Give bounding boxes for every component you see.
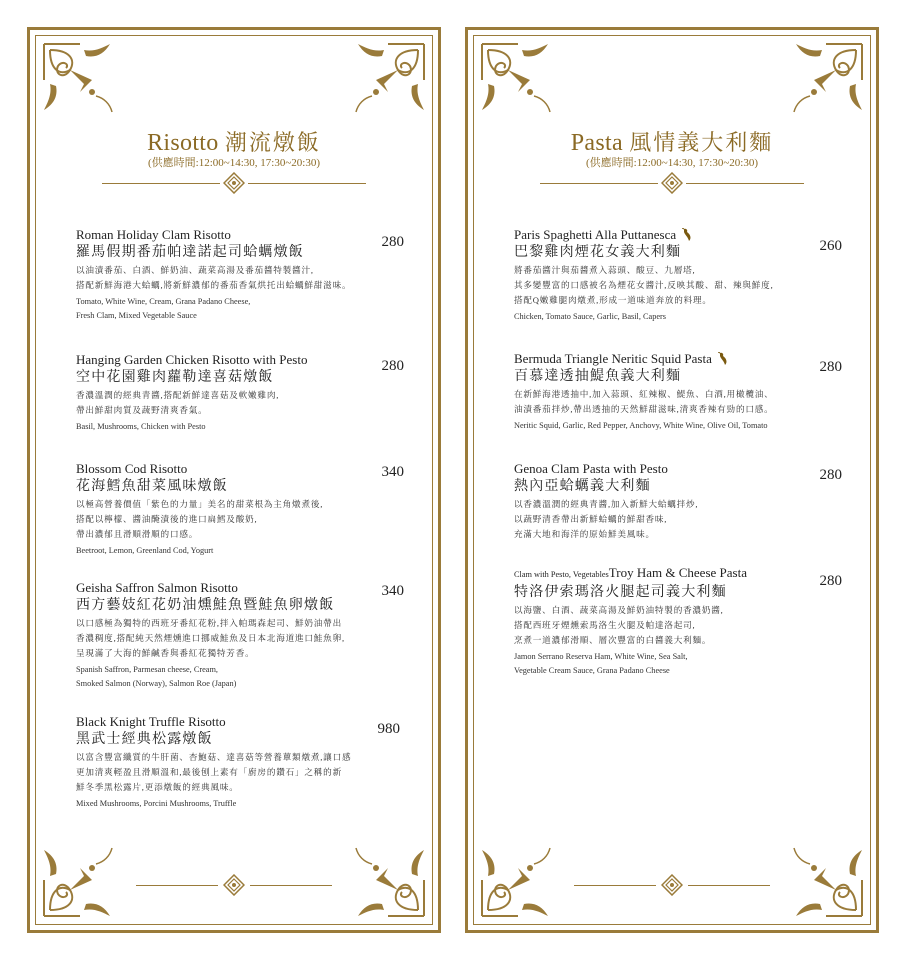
item-name-en: Hanging Garden Chicken Risotto with Pesto bbox=[76, 352, 308, 367]
item-name-zh: 熱內亞蛤蠣義大利麵 bbox=[514, 479, 651, 494]
section-title-zh: 風情義大利麵 bbox=[629, 130, 774, 155]
item-name-en: Troy Ham & Cheese Pasta bbox=[608, 565, 747, 580]
corner-ornament-icon bbox=[348, 40, 428, 120]
diamond-ornament-icon bbox=[661, 172, 683, 194]
item-description: 以海鹽、白酒、蔬菜高湯及鮮奶油特製的香濃奶醬, 搭配西班牙煙燻索馬洛生火腿及帕達洛起司, 烹煮一道濃郁滑順、層次豐富的白醬義大利麵。 bbox=[514, 605, 724, 645]
title-divider bbox=[468, 172, 876, 194]
bottom-divider bbox=[468, 874, 876, 896]
chili-pepper-icon bbox=[718, 352, 728, 365]
item-ingredients: Beetroot, Lemon, Greenland Cod, Yogurt bbox=[76, 546, 214, 555]
service-hours: (供應時間:12:00~14:30, 17:30~20:30) bbox=[585, 157, 758, 169]
menu-item bbox=[514, 227, 814, 324]
item-ingredients: Basil, Mushrooms, Chicken with Pesto bbox=[76, 422, 206, 431]
item-description: 香濃溫潤的經典青醬,搭配新鮮達喜菇及軟嫩雞肉, 帶出鮮甜肉質及蔬野清爽香氣。 bbox=[76, 390, 280, 415]
item-name-en: Genoa Clam Pasta with Pesto bbox=[514, 461, 668, 476]
title-divider bbox=[30, 172, 438, 194]
item-name-en: Blossom Cod Risotto bbox=[76, 461, 188, 476]
item-description: 以油漬番茄、白酒、鮮奶油、蔬菜高湯及番茄醬特製醬汁, 搭配新鮮海港大蛤蠣,將新鮮濃郁的番茄香氣烘托出蛤蠣鮮甜滋味。 bbox=[76, 265, 352, 290]
menu-item bbox=[76, 461, 376, 558]
menu-item bbox=[76, 580, 376, 691]
menu-item bbox=[514, 565, 814, 678]
service-hours: (供應時間:12:00~14:30, 17:30~20:30) bbox=[147, 157, 320, 169]
corner-ornament-icon bbox=[40, 40, 120, 120]
item-price: 280 bbox=[381, 234, 404, 250]
item-description: 以香濃溫潤的經典青醬,加入新鮮大蛤蠣拌炒, 以蔬野清香帶出新鮮蛤蠣的鮮甜香味, 充滿大地和海洋的原始鮮美風味。 bbox=[514, 499, 699, 539]
chili-pepper-icon bbox=[682, 228, 692, 241]
section-title bbox=[30, 126, 438, 157]
item-name-prefix: Clam with Pesto, Vegetables bbox=[514, 570, 609, 579]
item-name-zh: 空中花園雞肉蘿勒達喜菇燉飯 bbox=[76, 370, 274, 385]
corner-ornament-icon bbox=[786, 40, 866, 120]
item-description: 以口感極為獨特的西班牙番紅花粉,拌入帕瑪森起司、鮮奶油帶出 香濃稠度,搭配純天然煙燻進口挪威鮭魚及日本北海道進口鮭魚卵, 呈現滿了大海的鮮鹹香與番紅花獨特芳香。 bbox=[76, 618, 345, 658]
menu-item bbox=[514, 351, 814, 433]
item-name-zh: 西方藝妓紅花奶油燻鮭魚暨鮭魚卵燉飯 bbox=[76, 598, 335, 613]
item-name-zh: 巴黎雞肉煙花女義大利麵 bbox=[514, 245, 682, 260]
item-name-en: Paris Spaghetti Alla Puttanesca bbox=[514, 227, 677, 242]
section-title-en: Risotto bbox=[147, 130, 219, 156]
item-name-en: Black Knight Truffle Risotto bbox=[76, 714, 226, 729]
diamond-ornament-icon bbox=[661, 874, 683, 896]
menu-item bbox=[76, 227, 376, 323]
item-description: 將番茄醬汁與茄醬煮入蒜頭、酸豆、九層塔, 其多變豐富的口感被名為煙花女醬汁,反映其酸、甜、辣與鮮度, 搭配Q嫩雞腿肉燉煮,形成一道味道奔放的料理。 bbox=[514, 265, 774, 305]
item-price: 340 bbox=[381, 464, 404, 480]
item-description: 以極高營養價值「紫色的力量」美名的甜菜根為主角燉煮後, 搭配以檸檬、醬油醃漬後的進口扁鱈及酸奶, 帶出濃郁且滑順滑順的口感。 bbox=[76, 499, 324, 539]
item-name-zh: 羅馬假期番茄帕達諾起司蛤蠣燉飯 bbox=[76, 245, 304, 260]
item-price: 260 bbox=[819, 238, 842, 254]
item-ingredients: Tomato, White Wine, Cream, Grana Padano Cheese, Fresh Clam, Mixed Vegetable Sauce bbox=[76, 297, 251, 320]
item-price: 280 bbox=[381, 358, 404, 374]
item-name-zh: 百慕達透抽鯷魚義大利麵 bbox=[514, 369, 682, 384]
item-price: 340 bbox=[381, 583, 404, 599]
item-description: 以富含豐富纖質的牛肝菌、杏鮑菇、達喜菇等營養蕈類燉煮,讓口感 更加清爽輕盈且滑順溫和,最後刨上素有「廚房的鑽石」之稱的新 鮮冬季黑松露片,更添燉飯的經典風味。 bbox=[76, 752, 352, 792]
item-name-en: Roman Holiday Clam Risotto bbox=[76, 227, 231, 242]
menu-item bbox=[76, 352, 376, 434]
menu-item bbox=[76, 714, 376, 811]
item-name-en: Geisha Saffron Salmon Risotto bbox=[76, 580, 238, 595]
item-description: 在新鮮海港透抽中,加入蒜頭、紅辣椒、鯷魚、白酒,用橄欖油、 油漬番茄拌炒,帶出透抽的天然鮮甜滋味,清爽香辣有勁的口感。 bbox=[514, 389, 774, 414]
item-price: 280 bbox=[819, 467, 842, 483]
item-name-zh: 花海鱈魚甜菜風味燉飯 bbox=[76, 479, 228, 494]
menu-item bbox=[514, 461, 814, 542]
item-name-en: Bermuda Triangle Neritic Squid Pasta bbox=[514, 351, 712, 366]
item-ingredients: Spanish Saffron, Parmesan cheese, Cream, Smoked Salmon (Norway), Salmon Roe (Japan) bbox=[76, 665, 237, 688]
diamond-ornament-icon bbox=[223, 172, 245, 194]
section-title-en: Pasta bbox=[570, 130, 623, 156]
item-price: 280 bbox=[819, 359, 842, 375]
item-ingredients: Mixed Mushrooms, Porcini Mushrooms, Truffle bbox=[76, 799, 237, 808]
item-name-zh: 黑武士經典松露燉飯 bbox=[76, 732, 213, 747]
corner-ornament-icon bbox=[478, 40, 558, 120]
item-ingredients: Chicken, Tomato Sauce, Garlic, Basil, Capers bbox=[514, 312, 667, 321]
diamond-ornament-icon bbox=[223, 874, 245, 896]
item-name-zh: 特洛伊索瑪洛火腿起司義大利麵 bbox=[514, 585, 727, 600]
pasta-menu-panel bbox=[465, 27, 879, 933]
section-title bbox=[468, 126, 876, 157]
item-ingredients: Jamon Serrano Reserva Ham, White Wine, Sea Salt, Vegetable Cream Sauce, Grana Padano Cheese bbox=[514, 652, 688, 675]
section-title-zh: 潮流燉飯 bbox=[224, 130, 321, 155]
bottom-divider bbox=[30, 874, 438, 896]
item-price: 980 bbox=[377, 721, 400, 737]
item-price: 280 bbox=[819, 573, 842, 589]
risotto-menu-panel bbox=[27, 27, 441, 933]
item-ingredients: Neritic Squid, Garlic, Red Pepper, Anchovy, White Wine, Olive Oil, Tomato bbox=[514, 421, 768, 430]
